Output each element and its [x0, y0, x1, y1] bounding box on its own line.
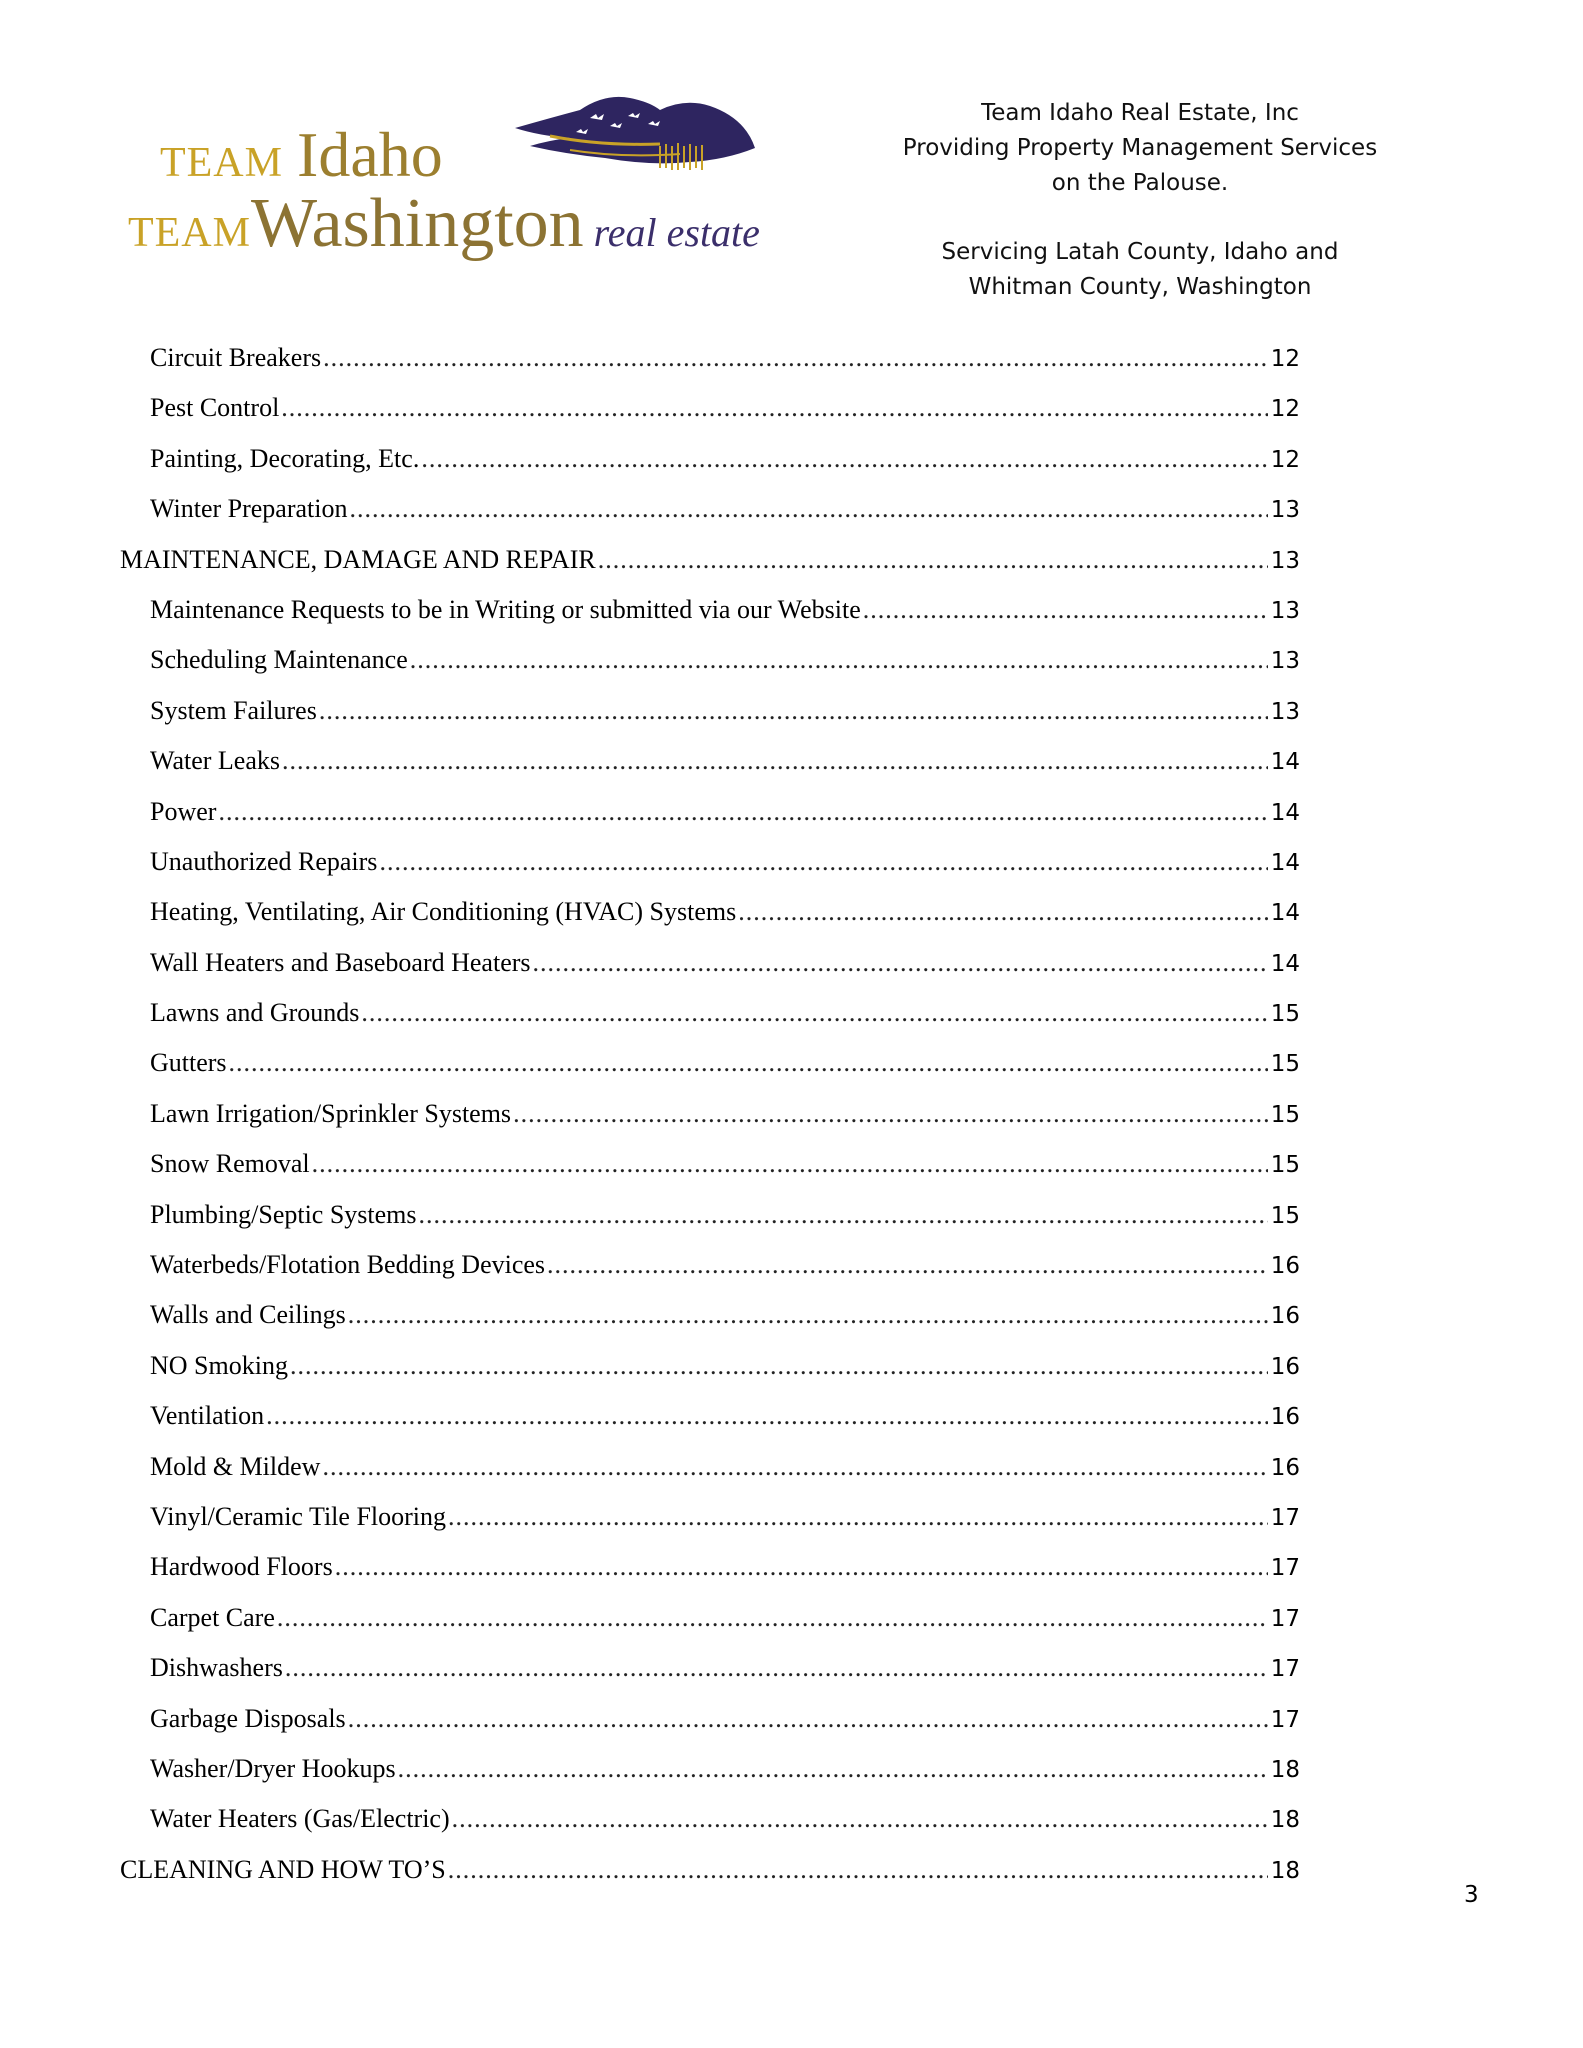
- toc-dot-leader: [282, 736, 1268, 786]
- toc-dot-leader: [319, 686, 1268, 736]
- toc-entry-title: Winter Preparation: [150, 494, 348, 524]
- toc-entry-title: Pest Control: [150, 393, 280, 423]
- toc-entry-page: 18: [1270, 1756, 1300, 1783]
- logo-text-idaho: Idaho: [297, 119, 443, 190]
- toc-entry-title: Heating, Ventilating, Air Conditioning (HVAC) Systems: [150, 897, 737, 927]
- toc-dot-leader: [285, 1643, 1268, 1693]
- toc-entry-title: Mold & Mildew: [150, 1451, 321, 1481]
- header-spacer: [880, 201, 1400, 235]
- toc-entry-page: 17: [1270, 1706, 1300, 1733]
- toc-dot-leader: [513, 1089, 1268, 1139]
- toc-entry-title: Lawn Irrigation/Sprinkler Systems: [150, 1098, 512, 1128]
- toc-entry-page: 12: [1270, 346, 1300, 372]
- toc-entry-page: 14: [1270, 749, 1300, 776]
- toc-entry-title: Wall Heaters and Baseboard Heaters: [150, 947, 531, 977]
- toc-entry-title: Power: [150, 796, 217, 826]
- toc-entry-title: Maintenance Requests to be in Writing or submitted via our Website: [150, 594, 861, 624]
- toc-entry-page: 17: [1270, 1605, 1300, 1632]
- toc-dot-leader: [598, 535, 1268, 585]
- toc-entry[interactable]: [120, 1341, 1300, 1391]
- header-line-company: Team Idaho Real Estate, Inc: [981, 100, 1299, 126]
- toc-entry[interactable]: [120, 787, 1300, 837]
- toc-entry-title: Walls and Ceilings: [150, 1300, 346, 1330]
- header-line-service-area-2: Whitman County, Washington: [968, 274, 1312, 300]
- toc-entry-page: 15: [1270, 1202, 1300, 1229]
- toc-dot-leader: [348, 1290, 1268, 1340]
- toc-dot-leader: [229, 1038, 1268, 1088]
- toc-entry-page: 13: [1270, 698, 1300, 725]
- toc-entry[interactable]: [120, 585, 1300, 635]
- toc-entry-title: Garbage Disposals: [150, 1703, 346, 1733]
- toc-entry-title: Dishwashers: [150, 1653, 283, 1683]
- toc-entry[interactable]: [120, 1139, 1300, 1189]
- toc-entry[interactable]: [120, 333, 1300, 383]
- toc-entry-page: 18: [1270, 1857, 1300, 1884]
- header-line-services: Providing Property Management Services: [902, 135, 1378, 161]
- toc-entry-page: 16: [1270, 1353, 1300, 1380]
- table-of-contents: [120, 333, 1300, 1895]
- toc-entry-title: MAINTENANCE, DAMAGE AND REPAIR: [120, 544, 596, 574]
- toc-dot-leader: [863, 585, 1268, 635]
- toc-entry-page: 13: [1270, 547, 1300, 574]
- toc-entry-page: 18: [1270, 1807, 1300, 1834]
- toc-entry[interactable]: [120, 1794, 1300, 1844]
- toc-entry-page: 14: [1270, 849, 1300, 876]
- toc-entry[interactable]: [120, 383, 1300, 433]
- toc-entry[interactable]: [120, 484, 1300, 534]
- toc-entry[interactable]: [120, 1089, 1300, 1139]
- logo-text-team: TEAM: [128, 210, 251, 256]
- logo-team-idaho: [160, 118, 443, 192]
- toc-entry-page: 16: [1270, 1454, 1300, 1481]
- toc-entry-page: 12: [1270, 446, 1300, 473]
- toc-entry-title: Hardwood Floors: [150, 1552, 333, 1582]
- toc-entry-title: System Failures: [150, 695, 317, 725]
- toc-dot-leader: [350, 484, 1269, 534]
- toc-entry[interactable]: [120, 1290, 1300, 1340]
- toc-entry-page: 15: [1270, 1152, 1300, 1179]
- header-line-service-area-1: Servicing Latah County, Idaho and: [941, 239, 1339, 265]
- toc-entry[interactable]: [120, 1038, 1300, 1088]
- toc-entry[interactable]: [120, 1442, 1300, 1492]
- toc-entry-title: Water Leaks: [150, 746, 280, 776]
- toc-entry[interactable]: [120, 434, 1300, 484]
- toc-dot-leader: [419, 1190, 1268, 1240]
- toc-entry-title: Gutters: [150, 1048, 227, 1078]
- toc-dot-leader: [547, 1240, 1268, 1290]
- toc-entry[interactable]: [120, 1542, 1300, 1592]
- toc-entry-title: CLEANING AND HOW TO’S: [120, 1854, 446, 1884]
- toc-entry[interactable]: [120, 837, 1300, 887]
- toc-dot-leader: [361, 988, 1268, 1038]
- toc-entry-page: 13: [1270, 597, 1300, 624]
- toc-entry-page: 16: [1270, 1303, 1300, 1330]
- toc-entry-page: 16: [1270, 1404, 1300, 1431]
- toc-entry[interactable]: [120, 686, 1300, 736]
- toc-entry-title: Unauthorized Repairs: [150, 846, 378, 876]
- toc-entry-page: 15: [1270, 1001, 1300, 1028]
- toc-entry[interactable]: [120, 887, 1300, 937]
- toc-entry[interactable]: [120, 1593, 1300, 1643]
- toc-entry-page: 14: [1270, 799, 1300, 826]
- toc-entry-title: Waterbeds/Flotation Bedding Devices: [150, 1250, 546, 1280]
- toc-entry-title: NO Smoking: [150, 1350, 288, 1380]
- company-header-info: [880, 96, 1400, 305]
- hills-birds-icon: [510, 88, 760, 198]
- toc-entry-title: Carpet Care: [150, 1602, 275, 1632]
- toc-entry[interactable]: [120, 988, 1300, 1038]
- toc-entry-page: 17: [1270, 1656, 1300, 1683]
- toc-entry-page: 14: [1270, 900, 1300, 927]
- toc-dot-leader: [281, 383, 1268, 433]
- toc-entry[interactable]: [120, 1643, 1300, 1693]
- toc-dot-leader: [266, 1391, 1268, 1441]
- logo-text-washington: Washington: [251, 185, 584, 262]
- toc-entry-page: 16: [1270, 1253, 1300, 1280]
- toc-entry[interactable]: [120, 1190, 1300, 1240]
- toc-dot-leader: [421, 434, 1268, 484]
- toc-dot-leader: [452, 1794, 1268, 1844]
- toc-entry[interactable]: [120, 1391, 1300, 1441]
- toc-dot-leader: [218, 787, 1268, 837]
- toc-entry-page: 15: [1270, 1101, 1300, 1128]
- page-number: 3: [1464, 1882, 1479, 1908]
- toc-dot-leader: [323, 333, 1268, 383]
- toc-dot-leader: [533, 938, 1268, 988]
- header-line-region: on the Palouse.: [1051, 170, 1229, 196]
- toc-entry-page: 17: [1270, 1555, 1300, 1582]
- toc-dot-leader: [398, 1744, 1268, 1794]
- toc-entry-title: Snow Removal: [150, 1149, 310, 1179]
- toc-dot-leader: [448, 1492, 1268, 1542]
- toc-dot-leader: [322, 1442, 1268, 1492]
- toc-dot-leader: [738, 887, 1268, 937]
- toc-section-heading[interactable]: [120, 535, 1300, 585]
- toc-entry-title: Painting, Decorating, Etc.: [150, 443, 420, 473]
- toc-entry-title: Circuit Breakers: [150, 343, 322, 372]
- toc-entry-title: Lawns and Grounds: [150, 998, 360, 1028]
- toc-dot-leader: [379, 837, 1268, 887]
- toc-dot-leader: [348, 1694, 1268, 1744]
- toc-dot-leader: [277, 1593, 1268, 1643]
- company-logo: [120, 88, 760, 262]
- toc-entry[interactable]: [120, 1240, 1300, 1290]
- toc-entry-page: 15: [1270, 1051, 1300, 1078]
- toc-entry-title: Water Heaters (Gas/Electric): [150, 1804, 450, 1834]
- toc-entry[interactable]: [120, 635, 1300, 685]
- toc-dot-leader: [410, 635, 1268, 685]
- toc-dot-leader: [312, 1139, 1268, 1189]
- toc-entry-title: Vinyl/Ceramic Tile Flooring: [150, 1501, 447, 1531]
- toc-dot-leader: [335, 1542, 1268, 1592]
- toc-dot-leader: [290, 1341, 1268, 1391]
- toc-entry-page: 13: [1270, 497, 1300, 524]
- toc-entry-title: Plumbing/Septic Systems: [150, 1199, 417, 1229]
- logo-text-team: TEAM: [160, 140, 283, 186]
- toc-entry[interactable]: [120, 1694, 1300, 1744]
- toc-entry-page: 17: [1270, 1504, 1300, 1531]
- toc-entry[interactable]: [120, 938, 1300, 988]
- toc-entry-title: Scheduling Maintenance: [150, 645, 408, 675]
- toc-entry[interactable]: [120, 1492, 1300, 1542]
- toc-entry-page: 13: [1270, 648, 1300, 675]
- logo-text-real-estate: real estate: [593, 210, 760, 255]
- toc-entry-page: 14: [1270, 950, 1300, 977]
- toc-entry[interactable]: [120, 1744, 1300, 1794]
- toc-entry[interactable]: [120, 736, 1300, 786]
- toc-section-heading[interactable]: [120, 1845, 1300, 1895]
- toc-dot-leader: [448, 1845, 1268, 1895]
- toc-entry-title: Washer/Dryer Hookups: [150, 1753, 396, 1783]
- toc-entry-title: Ventilation: [150, 1401, 265, 1431]
- toc-entry-page: 12: [1270, 396, 1300, 423]
